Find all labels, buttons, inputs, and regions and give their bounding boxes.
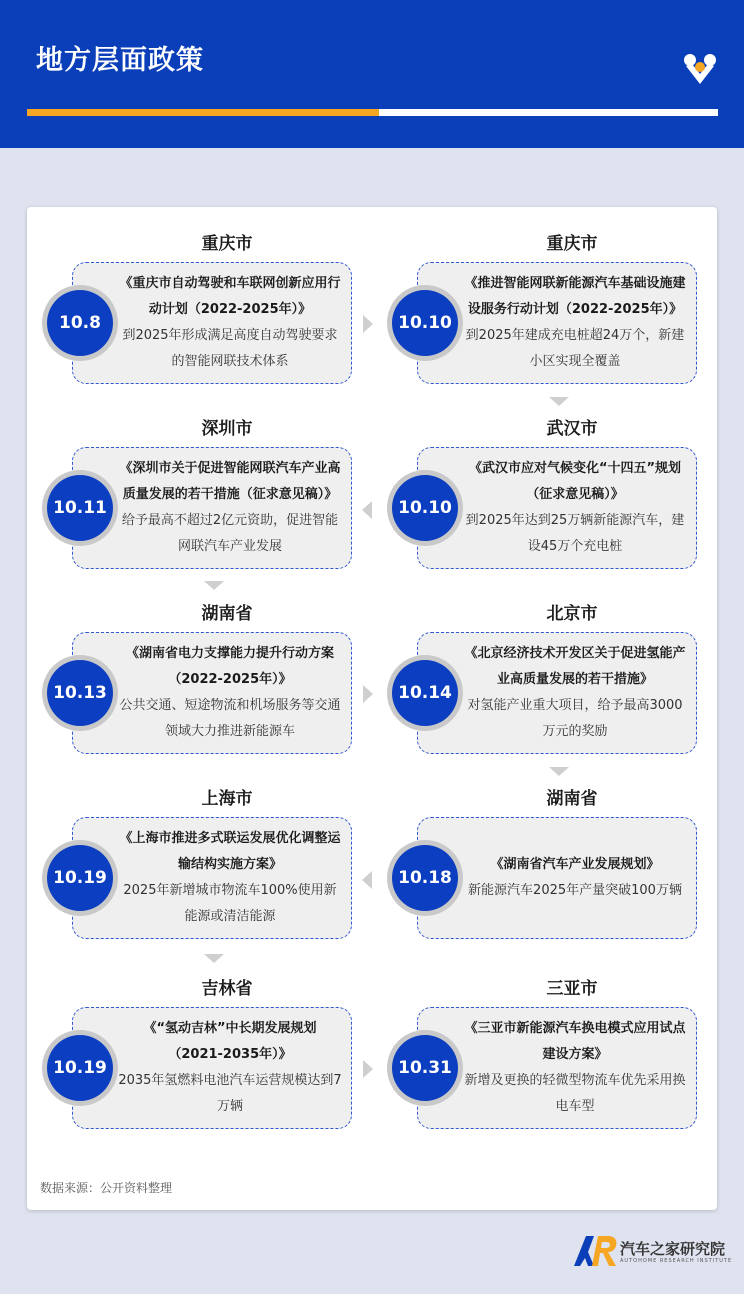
page-title: 地方层面政策 bbox=[36, 45, 204, 76]
policy-description: 2025年新增城市物流车100%使用新能源或清洁能源 bbox=[123, 883, 337, 924]
date-label: 10.19 bbox=[47, 1035, 113, 1101]
arrow-right-icon bbox=[363, 685, 373, 703]
arrow-down-icon bbox=[549, 767, 569, 776]
policy-document-title: 《“氢动吉林”中长期发展规划（2021-2035年）》 bbox=[143, 1021, 317, 1062]
arrow-right-icon bbox=[363, 315, 373, 333]
page-header bbox=[0, 0, 744, 148]
policy-item bbox=[397, 414, 717, 579]
policy-document-title: 《重庆市自动驾驶和车联网创新应用行动计划（2022-2025年）》 bbox=[119, 276, 341, 317]
policy-item bbox=[52, 784, 372, 949]
policy-card bbox=[27, 207, 717, 1210]
arrow-right-icon bbox=[363, 1060, 373, 1078]
date-badge bbox=[42, 285, 118, 361]
date-label: 10.10 bbox=[392, 290, 458, 356]
date-label: 10.10 bbox=[392, 475, 458, 541]
arrow-left-icon bbox=[362, 501, 372, 519]
city-name: 武汉市 bbox=[546, 419, 598, 439]
date-badge bbox=[387, 1030, 463, 1106]
policy-document-title: 《推进智能网联新能源汽车基础设施建设服务行动计划（2022-2025年）》 bbox=[464, 276, 686, 317]
policy-description: 新能源汽车2025年产量突破100万辆 bbox=[468, 883, 682, 898]
policy-description: 到2025年建成充电桩超24万个，新建小区实现全覆盖 bbox=[465, 328, 685, 369]
date-badge bbox=[387, 655, 463, 731]
policy-description: 公共交通、短途物流和机场服务等交通领域大力推进新能源车 bbox=[119, 698, 341, 739]
city-name: 北京市 bbox=[546, 604, 598, 624]
brand-logo-icon bbox=[680, 50, 720, 88]
policy-description: 到2025年达到25万辆新能源汽车，建设45万个充电桩 bbox=[465, 513, 685, 554]
city-name: 重庆市 bbox=[546, 234, 598, 254]
title-underline-accent bbox=[27, 109, 379, 116]
city-name: 重庆市 bbox=[201, 234, 253, 254]
policy-item bbox=[52, 974, 372, 1139]
date-badge bbox=[42, 1030, 118, 1106]
date-badge bbox=[387, 470, 463, 546]
date-badge bbox=[42, 840, 118, 916]
policy-document-title: 《深圳市关于促进智能网联汽车产业高质量发展的若干措施（征求意见稿）》 bbox=[119, 461, 341, 502]
city-name: 吉林省 bbox=[201, 979, 253, 999]
policy-document-title: 《武汉市应对气候变化“十四五”规划（征求意见稿）》 bbox=[468, 461, 682, 502]
date-label: 10.8 bbox=[47, 290, 113, 356]
policy-description: 对氢能产业重大项目，给予最高3000万元的奖励 bbox=[467, 698, 683, 739]
city-name: 湖南省 bbox=[201, 604, 253, 624]
date-label: 10.31 bbox=[392, 1035, 458, 1101]
date-badge bbox=[42, 655, 118, 731]
policy-document-title: 《湖南省电力支撑能力提升行动方案（2022-2025年）》 bbox=[125, 646, 334, 687]
date-label: 10.19 bbox=[47, 845, 113, 911]
policy-document-title: 《北京经济技术开发区关于促进氢能产业高质量发展的若干措施》 bbox=[464, 646, 686, 687]
policy-description: 新增及更换的轻微型物流车优先采用换电车型 bbox=[464, 1073, 686, 1114]
title-underline bbox=[379, 109, 718, 116]
policy-description: 给予最高不超过2亿元资助，促进智能网联汽车产业发展 bbox=[121, 513, 339, 554]
policy-document-title: 《三亚市新能源汽车换电模式应用试点建设方案》 bbox=[464, 1021, 686, 1062]
date-label: 10.14 bbox=[392, 660, 458, 726]
city-name: 三亚市 bbox=[546, 979, 598, 999]
policy-document-title: 《上海市推进多式联运发展优化调整运输结构实施方案》 bbox=[119, 831, 341, 872]
institute-name-en: AUTOHOME RESEARCH INSTITUTE bbox=[620, 1258, 733, 1264]
date-badge bbox=[387, 840, 463, 916]
institute-logo-icon bbox=[572, 1234, 618, 1268]
date-label: 10.11 bbox=[47, 475, 113, 541]
arrow-down-icon bbox=[549, 397, 569, 406]
policy-description: 2035年氢燃料电池汽车运营规模达到7万辆 bbox=[118, 1073, 342, 1114]
policy-document-title: 《湖南省汽车产业发展规划》 bbox=[490, 857, 660, 872]
arrow-left-icon bbox=[362, 871, 372, 889]
arrow-down-icon bbox=[204, 581, 224, 590]
policy-item bbox=[397, 974, 717, 1139]
policy-item bbox=[397, 784, 717, 949]
date-badge bbox=[387, 285, 463, 361]
institute-name: 汽车之家研究院 bbox=[620, 1240, 726, 1258]
date-label: 10.18 bbox=[392, 845, 458, 911]
city-name: 湖南省 bbox=[546, 789, 598, 809]
date-badge bbox=[42, 470, 118, 546]
city-name: 上海市 bbox=[201, 789, 253, 809]
policy-item bbox=[397, 599, 717, 764]
policy-item bbox=[52, 599, 372, 764]
policy-description: 到2025年形成满足高度自动驾驶要求的智能网联技术体系 bbox=[122, 328, 338, 369]
policy-item bbox=[52, 414, 372, 579]
city-name: 深圳市 bbox=[201, 419, 253, 439]
date-label: 10.13 bbox=[47, 660, 113, 726]
policy-item bbox=[52, 229, 372, 394]
arrow-down-icon bbox=[204, 954, 224, 963]
policy-item bbox=[397, 229, 717, 394]
data-source-note: 数据来源：公开资料整理 bbox=[40, 1181, 173, 1195]
